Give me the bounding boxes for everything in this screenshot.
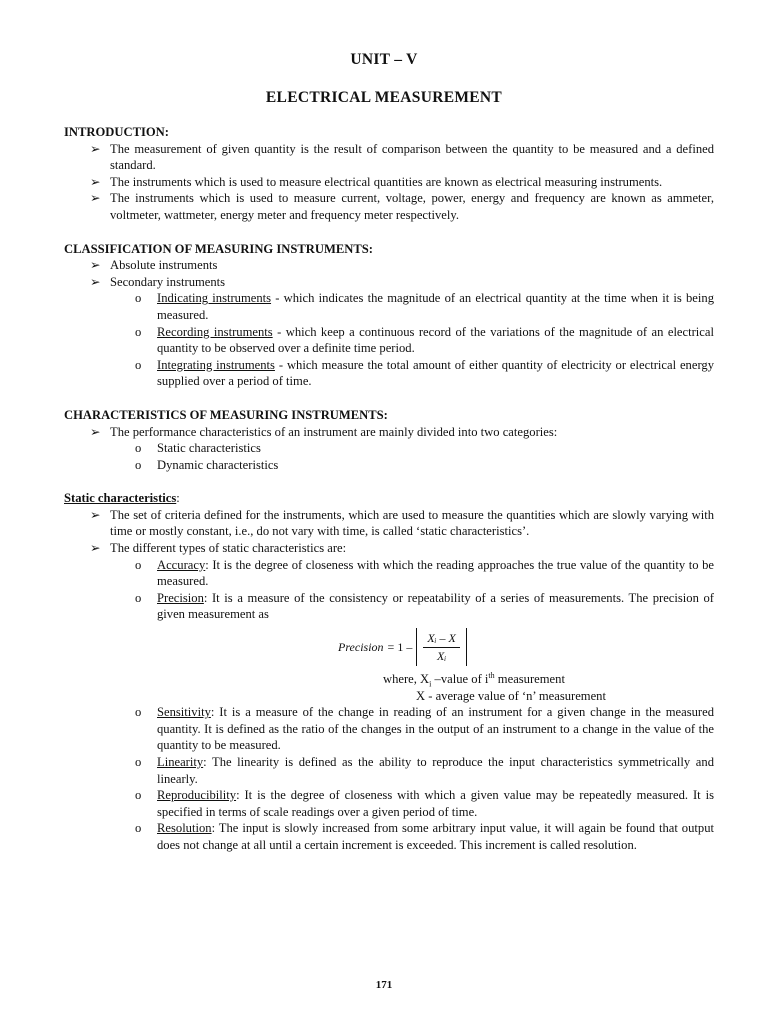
static-heading: Static characteristics:	[64, 491, 180, 506]
static-item-accuracy: o Accuracy: It is the degree of closeness with which the reading approaches the true value of the quantity to be measured.	[135, 557, 714, 589]
intro-bullet: ➢ The measurement of given quantity is the result of comparison between the quantity to be measured and a defined standard.	[90, 141, 714, 173]
characteristics-heading: CHARACTERISTICS OF MEASURING INSTRUMENTS:	[64, 407, 388, 422]
circle-bullet-icon: o	[135, 557, 142, 572]
classification-heading: CLASSIFICATION OF MEASURING INSTRUMENTS:	[64, 241, 373, 256]
characteristics-subitem: o Static characteristics	[135, 441, 261, 456]
circle-bullet-icon: o	[135, 788, 142, 803]
intro-heading: INTRODUCTION:	[64, 125, 169, 139]
arrow-bullet-icon: ➢	[90, 174, 101, 189]
static-bullet: ➢ The set of criteria defined for the instruments, which are used to measure the quantities which are slowly varying with time or mostly constant, i.e., do not vary with time, is called ‘static characteristics’.	[90, 507, 714, 539]
static-item-resolution: o Resolution: The input is slowly increased from some arbitrary input value, it will again be found that output does not change at all until a certain increment is exceeded. This increment is called resolution.	[135, 821, 714, 852]
formula-where-line-2: X - average value of ‘n’ measurement	[416, 688, 606, 703]
characteristics-subitem: o Dynamic characteristics	[135, 457, 279, 472]
arrow-bullet-icon: ➢	[90, 141, 101, 156]
arrow-bullet-icon: ➢	[90, 191, 101, 206]
main-title: ELECTRICAL MEASUREMENT	[265, 89, 503, 106]
unit-title: UNIT – V	[350, 51, 418, 68]
formula-where-line-1: where, $X_i$ –value of $i^{th}$ measurement	[383, 670, 565, 689]
classification-bullet: ➢ Secondary instruments	[90, 274, 226, 289]
static-item-linearity: o Linearity: The linearity is defined as the ability to reproduce the input characteristics symmetrically and linearly.	[135, 755, 714, 786]
classification-subitem: o Integrating instruments - which measure the total amount of either quantity of electricity or electrical energy supplied over a period of time.	[135, 357, 715, 389]
page-number: 171	[375, 979, 393, 991]
static-item-reproducibility: o Reproducibility: It is the degree of closeness with which a given value may be repeatedly measured. It is specified in terms of scale readings over a given period of time.	[135, 788, 714, 819]
static-bullet: ➢ The different types of static characteristics are:	[90, 541, 347, 556]
intro-bullet: ➢ The instruments which is used to measure electrical quantities are known as electrical measuring instruments.	[90, 174, 663, 189]
arrow-bullet-icon: ➢	[90, 507, 101, 522]
circle-bullet-icon: o	[135, 457, 142, 472]
circle-bullet-icon: o	[135, 590, 142, 605]
circle-bullet-icon: o	[135, 705, 142, 720]
circle-bullet-icon: o	[135, 441, 142, 456]
precision-formula: Precision = 1 – Xᵢ – X Xᵢ	[338, 623, 714, 671]
arrow-bullet-icon: ➢	[90, 258, 101, 273]
circle-bullet-icon: o	[135, 291, 142, 306]
arrow-bullet-icon: ➢	[90, 541, 101, 556]
circle-bullet-icon: o	[135, 357, 142, 372]
circle-bullet-icon: o	[135, 821, 142, 836]
characteristics-bullet: ➢ The performance characteristics of an instrument are mainly divided into two categories:	[90, 424, 558, 439]
classification-bullet: ➢ Absolute instruments	[90, 258, 218, 273]
static-item-sensitivity: o Sensitivity: It is a measure of the change in reading of an instrument for a given change in the measured quantity. It is defined as the ratio of the changes in the output of an instrument to a change in the value of the quantity to be measured.	[135, 705, 714, 753]
arrow-bullet-icon: ➢	[90, 424, 101, 439]
arrow-bullet-icon: ➢	[90, 274, 101, 289]
classification-subitem: o Recording instruments - which keep a continuous record of the variations of the magnitude of an electrical quantity to be observed over a definite time period.	[135, 324, 714, 356]
document-body	[64, 124, 714, 854]
circle-bullet-icon: o	[135, 324, 142, 339]
absolute-value-fraction: Xᵢ – X Xᵢ	[416, 628, 467, 666]
intro-bullet: ➢ The instruments which is used to measure current, voltage, power, energy and frequency are known as ammeter, voltmeter, wattmeter, energy meter and frequency meter respectively.	[90, 191, 714, 222]
classification-subitem: o Indicating instruments - which indicates the magnitude of an electrical quantity at the time when it is being measured.	[135, 291, 714, 322]
static-item-precision: o Precision: It is a measure of the consistency or repeatability of a series of measurements. The precision of given measurement as	[135, 590, 714, 622]
circle-bullet-icon: o	[135, 755, 142, 769]
